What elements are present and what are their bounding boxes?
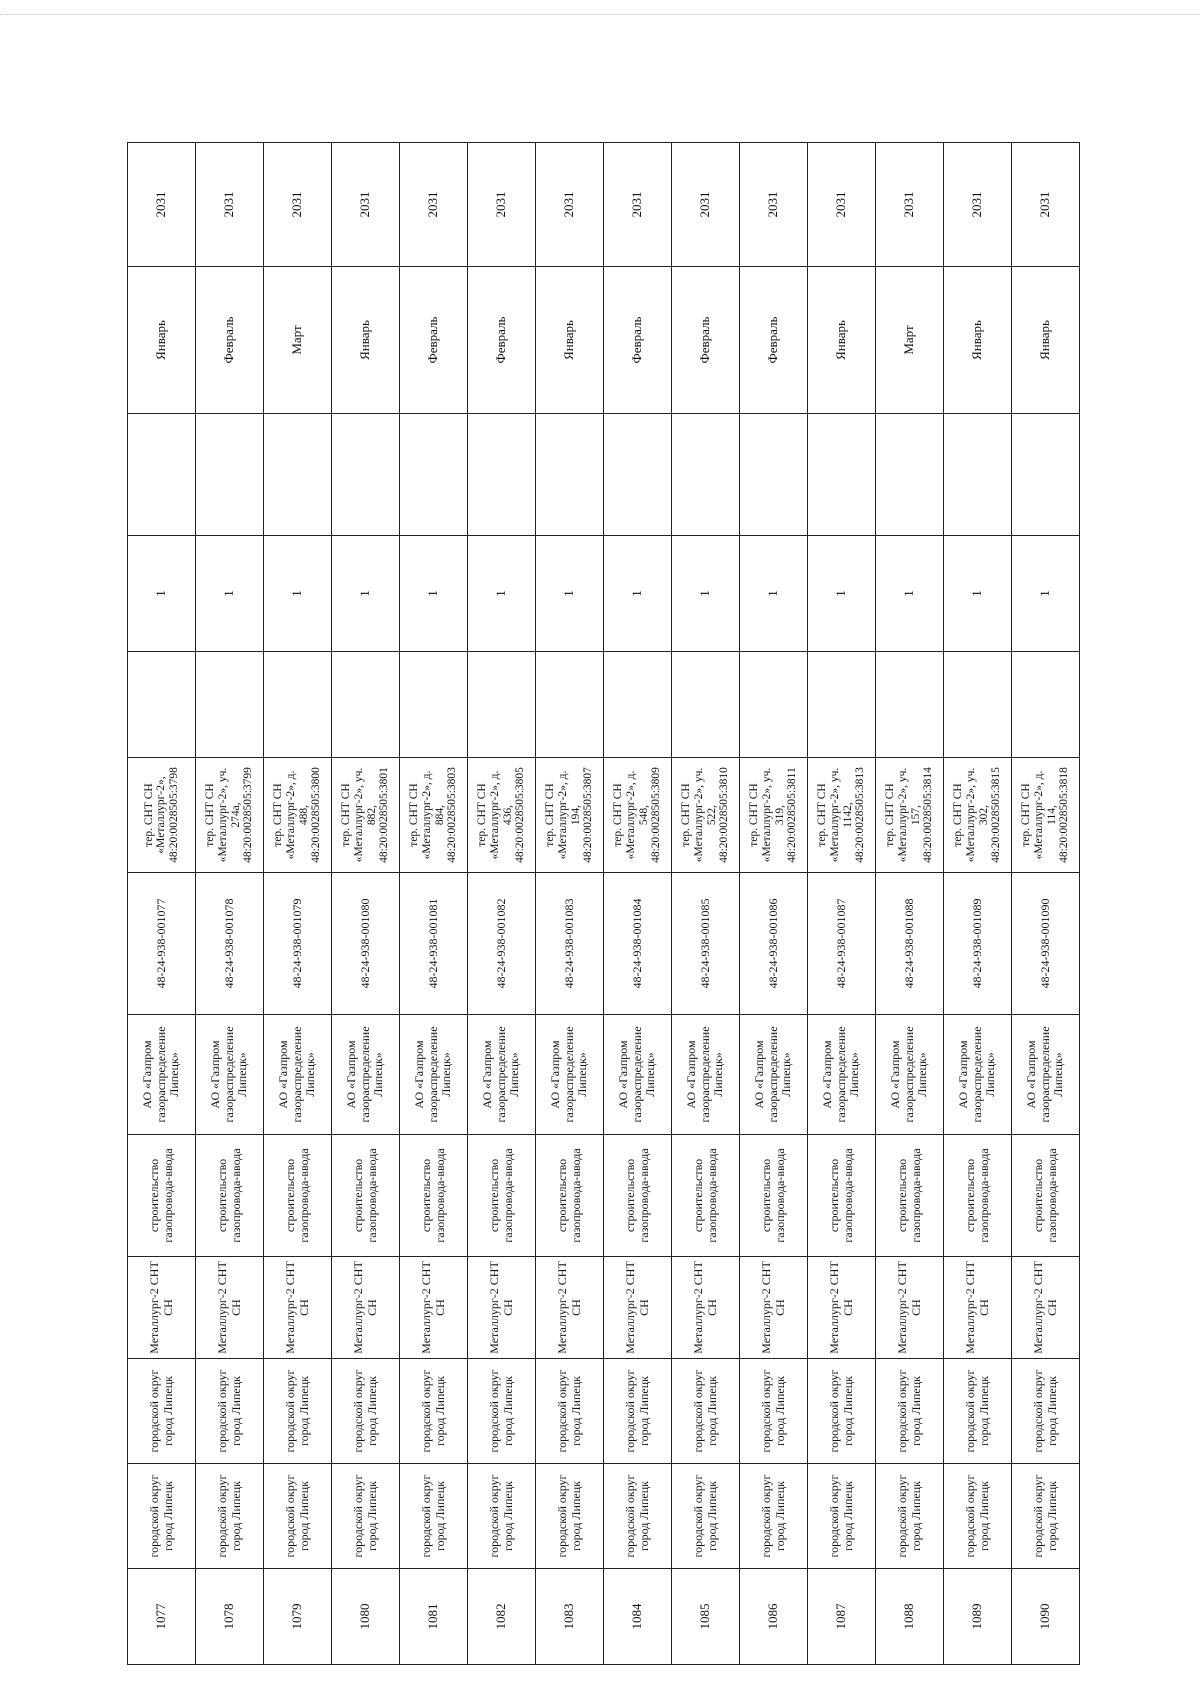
district-cell: городской округ город Липецк: [876, 1464, 944, 1569]
empty-cell: [1012, 414, 1080, 536]
empty-cell: [672, 652, 740, 758]
district-cell: городской округ город Липецк: [604, 1464, 672, 1569]
empty-cell: [604, 652, 672, 758]
object-code-cell: 48-24-938-001085: [672, 873, 740, 1015]
table-row: [604, 143, 672, 1665]
settlement-cell: городской округ город Липецк: [536, 1359, 604, 1464]
object-code-cell: 48-24-938-001089: [944, 873, 1012, 1015]
row-number-cell: 1084: [604, 1569, 672, 1665]
empty-cell: [604, 414, 672, 536]
table-row: [128, 143, 196, 1665]
address-cell: тер. СНТ СН «Металлург-2», уч. 522, 48:20:0028505:3810: [672, 758, 740, 873]
district-cell: городской округ город Липецк: [1012, 1464, 1080, 1569]
month-cell: Март: [876, 267, 944, 414]
address-cell: тер. СНТ СН «Металлург-2», уч. 157, 48:20:0028505:3814: [876, 758, 944, 873]
location-cell: Металлург-2 СНТ СН: [536, 1257, 604, 1359]
count-cell: 1: [536, 536, 604, 652]
row-number-cell: 1079: [264, 1569, 332, 1665]
empty-cell: [944, 414, 1012, 536]
table-row: [332, 143, 400, 1665]
address-cell: тер. СНТ СН «Металлург-2», д. 194, 48:20:0028505:3807: [536, 758, 604, 873]
settlement-cell: городской округ город Липецк: [128, 1359, 196, 1464]
location-cell: Металлург-2 СНТ СН: [808, 1257, 876, 1359]
location-cell: Металлург-2 СНТ СН: [876, 1257, 944, 1359]
location-cell: Металлург-2 СНТ СН: [128, 1257, 196, 1359]
row-number-cell: 1078: [196, 1569, 264, 1665]
month-cell: Январь: [1012, 267, 1080, 414]
organization-cell: АО «Газпром газораспределение Липецк»: [672, 1015, 740, 1135]
empty-cell: [332, 414, 400, 536]
organization-cell: АО «Газпром газораспределение Липецк»: [740, 1015, 808, 1135]
district-cell: городской округ город Липецк: [332, 1464, 400, 1569]
district-cell: городской округ город Липецк: [400, 1464, 468, 1569]
empty-cell: [332, 652, 400, 758]
table-row: [196, 143, 264, 1665]
month-cell: Февраль: [468, 267, 536, 414]
location-cell: Металлург-2 СНТ СН: [1012, 1257, 1080, 1359]
location-cell: Металлург-2 СНТ СН: [604, 1257, 672, 1359]
empty-cell: [400, 652, 468, 758]
count-cell: 1: [604, 536, 672, 652]
address-cell: тер. СНТ СН «Металлург-2», 48:20:0028505:3798: [128, 758, 196, 873]
organization-cell: АО «Газпром газораспределение Липецк»: [196, 1015, 264, 1135]
year-cell: 2031: [672, 143, 740, 267]
object-code-cell: 48-24-938-001083: [536, 873, 604, 1015]
organization-cell: АО «Газпром газораспределение Липецк»: [468, 1015, 536, 1135]
table-row: [740, 143, 808, 1665]
empty-cell: [536, 414, 604, 536]
row-number-cell: 1077: [128, 1569, 196, 1665]
table-row: [672, 143, 740, 1665]
work-type-cell: строительство газопровода-ввода: [740, 1135, 808, 1257]
work-type-cell: строительство газопровода-ввода: [400, 1135, 468, 1257]
empty-cell: [264, 652, 332, 758]
year-cell: 2031: [944, 143, 1012, 267]
district-cell: городской округ город Липецк: [196, 1464, 264, 1569]
settlement-cell: городской округ город Липецк: [672, 1359, 740, 1464]
rotated-table-container: [127, 143, 1077, 1665]
count-cell: 1: [876, 536, 944, 652]
object-code-cell: 48-24-938-001079: [264, 873, 332, 1015]
work-type-cell: строительство газопровода-ввода: [264, 1135, 332, 1257]
table-row: [400, 143, 468, 1665]
year-cell: 2031: [400, 143, 468, 267]
object-code-cell: 48-24-938-001082: [468, 873, 536, 1015]
row-number-cell: 1088: [876, 1569, 944, 1665]
table-row: [808, 143, 876, 1665]
district-cell: городской округ город Липецк: [808, 1464, 876, 1569]
year-cell: 2031: [876, 143, 944, 267]
location-cell: Металлург-2 СНТ СН: [196, 1257, 264, 1359]
settlement-cell: городской округ город Липецк: [196, 1359, 264, 1464]
count-cell: 1: [808, 536, 876, 652]
year-cell: 2031: [1012, 143, 1080, 267]
empty-cell: [128, 414, 196, 536]
address-cell: тер. СНТ СН «Металлург-2», д. 548, 48:20:0028505:3809: [604, 758, 672, 873]
count-cell: 1: [468, 536, 536, 652]
address-cell: тер. СНТ СН «Металлург-2», д. 436, 48:20:0028505:3805: [468, 758, 536, 873]
address-cell: тер. СНТ СН «Металлург-2», уч. 274а, 48:20:0028505:3799: [196, 758, 264, 873]
count-cell: 1: [264, 536, 332, 652]
empty-cell: [740, 652, 808, 758]
work-type-cell: строительство газопровода-ввода: [876, 1135, 944, 1257]
district-cell: городской округ город Липецк: [672, 1464, 740, 1569]
organization-cell: АО «Газпром газораспределение Липецк»: [604, 1015, 672, 1135]
table-row: [944, 143, 1012, 1665]
row-number-cell: 1086: [740, 1569, 808, 1665]
table-row: [264, 143, 332, 1665]
month-cell: Февраль: [672, 267, 740, 414]
scan-edge-line: [0, 14, 1200, 15]
work-type-cell: строительство газопровода-ввода: [468, 1135, 536, 1257]
object-code-cell: 48-24-938-001081: [400, 873, 468, 1015]
work-type-cell: строительство газопровода-ввода: [1012, 1135, 1080, 1257]
empty-cell: [876, 414, 944, 536]
empty-cell: [808, 414, 876, 536]
organization-cell: АО «Газпром газораспределение Липецк»: [808, 1015, 876, 1135]
address-cell: тер. СНТ СН «Металлург-2», уч. 882, 48:20:0028505:3801: [332, 758, 400, 873]
district-cell: городской округ город Липецк: [536, 1464, 604, 1569]
year-cell: 2031: [264, 143, 332, 267]
month-cell: Февраль: [400, 267, 468, 414]
table-body: [128, 143, 1080, 1665]
object-code-cell: 48-24-938-001080: [332, 873, 400, 1015]
count-cell: 1: [332, 536, 400, 652]
empty-cell: [1012, 652, 1080, 758]
table-row: [876, 143, 944, 1665]
organization-cell: АО «Газпром газораспределение Липецк»: [536, 1015, 604, 1135]
row-number-cell: 1081: [400, 1569, 468, 1665]
district-cell: городской округ город Липецк: [944, 1464, 1012, 1569]
month-cell: Январь: [332, 267, 400, 414]
district-cell: городской округ город Липецк: [468, 1464, 536, 1569]
year-cell: 2031: [196, 143, 264, 267]
month-cell: Январь: [808, 267, 876, 414]
address-cell: тер. СНТ СН «Металлург-2», д. 884, 48:20:0028505:3803: [400, 758, 468, 873]
settlement-cell: городской округ город Липецк: [468, 1359, 536, 1464]
month-cell: Февраль: [604, 267, 672, 414]
year-cell: 2031: [332, 143, 400, 267]
row-number-cell: 1090: [1012, 1569, 1080, 1665]
object-code-cell: 48-24-938-001086: [740, 873, 808, 1015]
settlement-cell: городской округ город Липецк: [944, 1359, 1012, 1464]
address-cell: тер. СНТ СН «Металлург-2», уч. 302, 48:20:0028505:3815: [944, 758, 1012, 873]
year-cell: 2031: [468, 143, 536, 267]
month-cell: Март: [264, 267, 332, 414]
district-cell: городской округ город Липецк: [740, 1464, 808, 1569]
settlement-cell: городской округ город Липецк: [332, 1359, 400, 1464]
month-cell: Февраль: [196, 267, 264, 414]
address-cell: тер. СНТ СН «Металлург-2», д. 114, 48:20:0028505:3818: [1012, 758, 1080, 873]
count-cell: 1: [196, 536, 264, 652]
empty-cell: [468, 652, 536, 758]
location-cell: Металлург-2 СНТ СН: [740, 1257, 808, 1359]
work-type-cell: строительство газопровода-ввода: [604, 1135, 672, 1257]
work-type-cell: строительство газопровода-ввода: [944, 1135, 1012, 1257]
row-number-cell: 1080: [332, 1569, 400, 1665]
object-code-cell: 48-24-938-001078: [196, 873, 264, 1015]
work-type-cell: строительство газопровода-ввода: [196, 1135, 264, 1257]
district-cell: городской округ город Липецк: [128, 1464, 196, 1569]
district-cell: городской округ город Липецк: [264, 1464, 332, 1569]
settlement-cell: городской округ город Липецк: [876, 1359, 944, 1464]
settlement-cell: городской округ город Липецк: [808, 1359, 876, 1464]
count-cell: 1: [400, 536, 468, 652]
empty-cell: [468, 414, 536, 536]
year-cell: 2031: [740, 143, 808, 267]
organization-cell: АО «Газпром газораспределение Липецк»: [128, 1015, 196, 1135]
table-row: [468, 143, 536, 1665]
count-cell: 1: [944, 536, 1012, 652]
table-row: [536, 143, 604, 1665]
object-code-cell: 48-24-938-001087: [808, 873, 876, 1015]
month-cell: Январь: [944, 267, 1012, 414]
work-type-cell: строительство газопровода-ввода: [672, 1135, 740, 1257]
count-cell: 1: [1012, 536, 1080, 652]
object-code-cell: 48-24-938-001084: [604, 873, 672, 1015]
row-number-cell: 1085: [672, 1569, 740, 1665]
empty-cell: [536, 652, 604, 758]
row-number-cell: 1083: [536, 1569, 604, 1665]
location-cell: Металлург-2 СНТ СН: [264, 1257, 332, 1359]
empty-cell: [264, 414, 332, 536]
location-cell: Металлург-2 СНТ СН: [332, 1257, 400, 1359]
empty-cell: [196, 414, 264, 536]
count-cell: 1: [740, 536, 808, 652]
work-type-cell: строительство газопровода-ввода: [332, 1135, 400, 1257]
address-cell: тер. СНТ СН «Металлург-2», уч. 319, 48:20:0028505:3811: [740, 758, 808, 873]
organization-cell: АО «Газпром газораспределение Липецк»: [876, 1015, 944, 1135]
organization-cell: АО «Газпром газораспределение Липецк»: [264, 1015, 332, 1135]
row-number-cell: 1089: [944, 1569, 1012, 1665]
empty-cell: [400, 414, 468, 536]
year-cell: 2031: [808, 143, 876, 267]
object-code-cell: 48-24-938-001088: [876, 873, 944, 1015]
settlement-cell: городской округ город Липецк: [604, 1359, 672, 1464]
settlement-cell: городской округ город Липецк: [740, 1359, 808, 1464]
settlement-cell: городской округ город Липецк: [264, 1359, 332, 1464]
month-cell: Февраль: [740, 267, 808, 414]
empty-cell: [944, 652, 1012, 758]
count-cell: 1: [672, 536, 740, 652]
empty-cell: [808, 652, 876, 758]
organization-cell: АО «Газпром газораспределение Липецк»: [332, 1015, 400, 1135]
month-cell: Январь: [536, 267, 604, 414]
year-cell: 2031: [128, 143, 196, 267]
location-cell: Металлург-2 СНТ СН: [944, 1257, 1012, 1359]
work-type-cell: строительство газопровода-ввода: [128, 1135, 196, 1257]
row-number-cell: 1082: [468, 1569, 536, 1665]
work-type-cell: строительство газопровода-ввода: [808, 1135, 876, 1257]
year-cell: 2031: [536, 143, 604, 267]
year-cell: 2031: [604, 143, 672, 267]
row-number-cell: 1087: [808, 1569, 876, 1665]
empty-cell: [128, 652, 196, 758]
settlement-cell: городской округ город Липецк: [1012, 1359, 1080, 1464]
organization-cell: АО «Газпром газораспределение Липецк»: [944, 1015, 1012, 1135]
empty-cell: [740, 414, 808, 536]
count-cell: 1: [128, 536, 196, 652]
location-cell: Металлург-2 СНТ СН: [400, 1257, 468, 1359]
month-cell: Январь: [128, 267, 196, 414]
settlement-cell: городской округ город Липецк: [400, 1359, 468, 1464]
location-cell: Металлург-2 СНТ СН: [468, 1257, 536, 1359]
table-row: [1012, 143, 1080, 1665]
organization-cell: АО «Газпром газораспределение Липецк»: [1012, 1015, 1080, 1135]
object-code-cell: 48-24-938-001090: [1012, 873, 1080, 1015]
empty-cell: [196, 652, 264, 758]
gasification-schedule-table: [127, 142, 1080, 1665]
organization-cell: АО «Газпром газораспределение Липецк»: [400, 1015, 468, 1135]
empty-cell: [876, 652, 944, 758]
object-code-cell: 48-24-938-001077: [128, 873, 196, 1015]
work-type-cell: строительство газопровода-ввода: [536, 1135, 604, 1257]
address-cell: тер. СНТ СН «Металлург-2», д. 488, 48:20:0028505:3800: [264, 758, 332, 873]
address-cell: тер. СНТ СН «Металлург-2», уч. 1142, 48:20:0028505:3813: [808, 758, 876, 873]
location-cell: Металлург-2 СНТ СН: [672, 1257, 740, 1359]
empty-cell: [672, 414, 740, 536]
